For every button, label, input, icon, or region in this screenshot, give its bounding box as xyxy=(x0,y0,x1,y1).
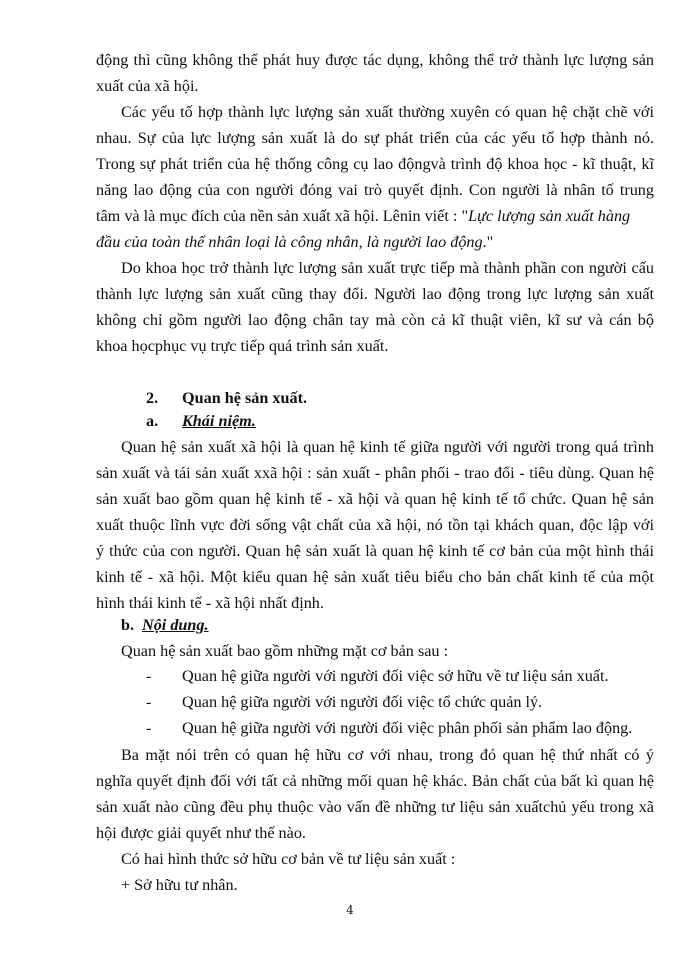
subsection-title: Nội dung. xyxy=(142,616,209,634)
text-line: nhau. Sự của lực lượng sản xuất là do sự phát triển của các yếu tố hợp thành nó. xyxy=(96,129,654,147)
text-line: Ba mặt nói trên có quan hệ hữu cơ với nhau, trong đó quan hệ thứ nhất có ý xyxy=(121,746,654,764)
section-number: 2. xyxy=(146,389,159,407)
text-line: năng lao động của con người đóng vai trò quyết định. Con người là nhân tố trung xyxy=(96,181,654,199)
text-line: Các yếu tố hợp thành lực lượng sản xuất thường xuyên có quan hệ chặt chẽ với xyxy=(121,103,654,121)
text-line: Do khoa học trở thành lực lượng sản xuất trực tiếp mà thành phần con người cấu xyxy=(121,259,654,277)
text-line: nghĩa quyết định đối với tất cả những mối quan hệ khác. Bản chất của bất kì quan hệ xyxy=(96,772,654,790)
text-line: Có hai hình thức sở hữu cơ bản về tư liệu sản xuất : xyxy=(121,850,456,868)
text-line: không chỉ gồm người lao động chân tay mà còn cả kĩ thuật viên, kĩ sư và cán bộ xyxy=(96,311,654,329)
subsection-title: Khái niệm. xyxy=(182,412,256,430)
text-line: sản xuất và tái sản xuất xxã hội : sản xuất - phân phối - trao đổi - tiêu dùng. Quan hệ xyxy=(96,464,654,482)
text-line: động thì cũng không thể phát huy được tác dụng, không thể trở thành lực lượng sản xyxy=(96,51,654,69)
quote-text: Lực lượng sản xuất hàng xyxy=(468,207,631,225)
text-line: Quan hệ sản xuất bao gồm những mặt cơ bản sau : xyxy=(121,642,449,660)
text-line: Quan hệ sản xuất xã hội là quan hệ kinh tế giữa người với người trong quá trình xyxy=(121,438,654,456)
text-line: khoa họcphục vụ trực tiếp quá trình sản xuất. xyxy=(96,337,389,355)
text-line: hội được giải quyết như thế nào. xyxy=(96,824,306,842)
subsection-label: b. xyxy=(121,616,135,634)
text-line: hình thái kinh tế - xã hội nhất định. xyxy=(96,594,324,612)
text-line: thành lực lượng sản xuất cũng thay đổi. Người lao động trong lực lượng sản xuất xyxy=(96,285,654,303)
text-line xyxy=(96,229,654,255)
text-line: xuất thuộc lĩnh vực đời sống vật chất của xã hội, nó tồn tại khách quan, độc lập với xyxy=(96,516,654,534)
section-title: Quan hệ sản xuất. xyxy=(182,389,308,407)
bullet-mark: - xyxy=(146,667,152,685)
text-run: tâm và là mục đích của nền sản xuất xã hội. Lênin viết : " xyxy=(96,207,469,225)
list-item: Quan hệ giữa người với người đối việc phân phối sản phẩm lao động. xyxy=(182,719,633,737)
page-number: 4 xyxy=(346,903,354,917)
text-line: xuất của xã hội. xyxy=(96,77,199,95)
quote-text: đầu của toàn thể nhân loại là công nhân, là người lao động xyxy=(96,233,483,251)
text-line: ý thức của con người. Quan hệ sản xuất là quan hệ kinh tế cơ bản của một hình thái xyxy=(96,542,654,560)
subsection-label: a. xyxy=(146,412,159,430)
text-line: Trong sự phát triển của hệ thống công cụ lao độngvà trình độ khoa học - kĩ thuật, kĩ xyxy=(96,155,654,173)
list-item: Quan hệ giữa người với người đối việc tổ chức quản lý. xyxy=(182,693,543,711)
text-line: sản xuất nào cũng đều phụ thuộc vào vấn đề những tư liệu sản xuấtchủ yếu trong xã xyxy=(96,798,654,816)
text-line: + Sở hữu tư nhân. xyxy=(121,876,238,894)
bullet-mark: - xyxy=(146,693,152,711)
text-line xyxy=(96,203,654,229)
list-item: Quan hệ giữa người với người đối việc sở hữu về tư liệu sản xuất. xyxy=(182,667,609,685)
text-line: sản xuất bao gồm quan hệ kinh tế - xã hội và quan hệ kinh tế tổ chức. Quan hệ sản xyxy=(96,490,654,508)
text-line: kinh tế - xã hội. Một kiểu quan hệ sản xuất tiêu biểu cho bản chất kinh tế của một xyxy=(96,568,654,586)
text-run: ." xyxy=(482,233,494,251)
bullet-mark: - xyxy=(146,719,152,737)
